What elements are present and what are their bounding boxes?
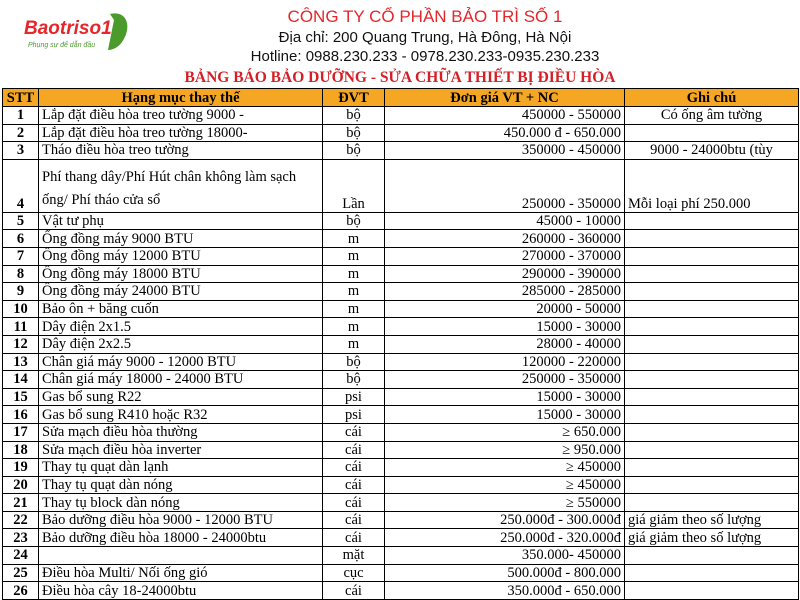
cell-unit: cái bbox=[323, 494, 385, 512]
cell-item: Bảo dưỡng điều hòa 9000 - 12000 BTU bbox=[39, 511, 323, 529]
cell-item: Dây điện 2x2.5 bbox=[39, 335, 323, 353]
cell-note bbox=[625, 124, 799, 142]
cell-stt: 26 bbox=[3, 582, 39, 600]
cell-item: Phí thang dây/Phí Hút chân không làm sạch ống/ Phí tháo cửa sổ bbox=[39, 159, 323, 212]
cell-item: Lắp đặt điều hòa treo tường 18000- bbox=[39, 124, 323, 142]
company-info bbox=[150, 6, 700, 66]
cell-price: ≥ 450000 bbox=[385, 476, 625, 494]
table-row bbox=[3, 564, 799, 582]
table-row bbox=[3, 124, 799, 142]
cell-unit: cái bbox=[323, 441, 385, 459]
cell-note bbox=[625, 247, 799, 265]
cell-price: 450000 - 550000 bbox=[385, 107, 625, 125]
cell-stt: 18 bbox=[3, 441, 39, 459]
cell-price: ≥ 650.000 bbox=[385, 423, 625, 441]
cell-unit: psi bbox=[323, 388, 385, 406]
cell-price: 250.000đ - 320.000đ bbox=[385, 529, 625, 547]
cell-price: 350000 - 450000 bbox=[385, 142, 625, 160]
cell-stt: 23 bbox=[3, 529, 39, 547]
cell-stt: 3 bbox=[3, 142, 39, 160]
col-header-stt: STT bbox=[3, 89, 39, 107]
cell-note bbox=[625, 283, 799, 301]
cell-item: Điều hòa cây 18-24000btu bbox=[39, 582, 323, 600]
col-header-note: Ghi chú bbox=[625, 89, 799, 107]
cell-note bbox=[625, 476, 799, 494]
table-row bbox=[3, 265, 799, 283]
cell-stt: 6 bbox=[3, 230, 39, 248]
table-row bbox=[3, 423, 799, 441]
table-row bbox=[3, 388, 799, 406]
cell-price: 350.000đ - 650.000 bbox=[385, 582, 625, 600]
cell-price: 290000 - 390000 bbox=[385, 265, 625, 283]
cell-item: Thay tụ block dàn nóng bbox=[39, 494, 323, 512]
cell-item: Bảo ôn + băng cuốn bbox=[39, 300, 323, 318]
cell-item: Ống đồng máy 18000 BTU bbox=[39, 265, 323, 283]
table-row bbox=[3, 371, 799, 389]
cell-price: 450.000 đ - 650.000 bbox=[385, 124, 625, 142]
cell-price: ≥ 550000 bbox=[385, 494, 625, 512]
cell-unit: cái bbox=[323, 423, 385, 441]
cell-note bbox=[625, 494, 799, 512]
cell-note bbox=[625, 582, 799, 600]
cell-stt: 4 bbox=[3, 159, 39, 212]
table-row bbox=[3, 335, 799, 353]
cell-price: 250000 - 350000 bbox=[385, 371, 625, 389]
cell-stt: 2 bbox=[3, 124, 39, 142]
cell-note bbox=[625, 212, 799, 230]
cell-item: Điều hòa Multi/ Nối ống gió bbox=[39, 564, 323, 582]
cell-unit: bộ bbox=[323, 371, 385, 389]
cell-item: Gas bổ sung R410 hoặc R32 bbox=[39, 406, 323, 424]
cell-unit: m bbox=[323, 335, 385, 353]
cell-unit: bộ bbox=[323, 124, 385, 142]
cell-unit: cái bbox=[323, 582, 385, 600]
table-row bbox=[3, 283, 799, 301]
logo-tagline: Phụng sự để dẫn đầu bbox=[28, 42, 96, 49]
cell-note bbox=[625, 564, 799, 582]
cell-stt: 15 bbox=[3, 388, 39, 406]
cell-item: Chân giá máy 9000 - 12000 BTU bbox=[39, 353, 323, 371]
table-row bbox=[3, 247, 799, 265]
col-header-unit: ĐVT bbox=[323, 89, 385, 107]
cell-price: 285000 - 285000 bbox=[385, 283, 625, 301]
cell-price: ≥ 950.000 bbox=[385, 441, 625, 459]
table-row bbox=[3, 353, 799, 371]
cell-note bbox=[625, 371, 799, 389]
cell-stt: 5 bbox=[3, 212, 39, 230]
cell-stt: 7 bbox=[3, 247, 39, 265]
cell-unit: bộ bbox=[323, 107, 385, 125]
col-header-price: Đơn giá VT + NC bbox=[385, 89, 625, 107]
cell-note bbox=[625, 335, 799, 353]
cell-stt: 25 bbox=[3, 564, 39, 582]
cell-stt: 1 bbox=[3, 107, 39, 125]
cell-item: Ống đồng máy 24000 BTU bbox=[39, 283, 323, 301]
table-row bbox=[3, 406, 799, 424]
cell-stt: 12 bbox=[3, 335, 39, 353]
cell-price: ≥ 450000 bbox=[385, 459, 625, 477]
cell-item: Bảo dưỡng điều hòa 18000 - 24000btu bbox=[39, 529, 323, 547]
cell-price: 350.000- 450000 bbox=[385, 547, 625, 565]
table-row bbox=[3, 459, 799, 477]
cell-stt: 11 bbox=[3, 318, 39, 336]
table-row bbox=[3, 547, 799, 565]
cell-unit: bộ bbox=[323, 142, 385, 160]
company-name: CÔNG TY CỔ PHẦN BẢO TRÌ SỐ 1 bbox=[287, 7, 563, 26]
cell-item: Thay tụ quạt dàn lạnh bbox=[39, 459, 323, 477]
cell-note bbox=[625, 547, 799, 565]
cell-unit: cái bbox=[323, 529, 385, 547]
cell-stt: 16 bbox=[3, 406, 39, 424]
table-row bbox=[3, 511, 799, 529]
cell-note: Mỗi loại phí 250.000 bbox=[625, 159, 799, 212]
cell-item: Chân giá máy 18000 - 24000 BTU bbox=[39, 371, 323, 389]
table-row bbox=[3, 476, 799, 494]
cell-note bbox=[625, 353, 799, 371]
cell-item: Ống đồng máy 9000 BTU bbox=[39, 230, 323, 248]
company-logo bbox=[24, 10, 132, 54]
logo-wordmark: Baotriso1 bbox=[24, 18, 112, 39]
cell-unit: m bbox=[323, 247, 385, 265]
cell-stt: 14 bbox=[3, 371, 39, 389]
cell-note: 9000 - 24000btu (tùy bbox=[625, 142, 799, 160]
cell-note bbox=[625, 230, 799, 248]
cell-price: 15000 - 30000 bbox=[385, 406, 625, 424]
cell-unit: cái bbox=[323, 476, 385, 494]
cell-unit: bộ bbox=[323, 212, 385, 230]
company-hotline: Hotline: 0988.230.233 - 0978.230.233-0935.230.233 bbox=[250, 48, 600, 65]
cell-price: 270000 - 370000 bbox=[385, 247, 625, 265]
cell-note: giá giảm theo số lượng bbox=[625, 529, 799, 547]
table-header-row bbox=[3, 89, 799, 107]
cell-unit: cái bbox=[323, 459, 385, 477]
cell-price: 45000 - 10000 bbox=[385, 212, 625, 230]
price-table bbox=[2, 88, 799, 600]
cell-note bbox=[625, 388, 799, 406]
cell-price: 15000 - 30000 bbox=[385, 388, 625, 406]
cell-price: 250000 - 350000 bbox=[385, 159, 625, 212]
table-body bbox=[3, 107, 799, 600]
table-row bbox=[3, 212, 799, 230]
cell-stt: 10 bbox=[3, 300, 39, 318]
cell-stt: 20 bbox=[3, 476, 39, 494]
cell-item: Tháo điều hòa treo tường bbox=[39, 142, 323, 160]
cell-note bbox=[625, 406, 799, 424]
cell-item: Vật tư phụ bbox=[39, 212, 323, 230]
table-row bbox=[3, 529, 799, 547]
cell-price: 15000 - 30000 bbox=[385, 318, 625, 336]
cell-price: 20000 - 50000 bbox=[385, 300, 625, 318]
cell-note bbox=[625, 459, 799, 477]
table-title: BẢNG BÁO BẢO DƯỠNG - SỬA CHỮA THIẾT BỊ ĐIỀU HÒA bbox=[184, 69, 616, 86]
table-row bbox=[3, 441, 799, 459]
cell-stt: 24 bbox=[3, 547, 39, 565]
cell-stt: 17 bbox=[3, 423, 39, 441]
cell-price: 500.000đ - 800.000 bbox=[385, 564, 625, 582]
table-row bbox=[3, 582, 799, 600]
cell-stt: 22 bbox=[3, 511, 39, 529]
cell-unit: bộ bbox=[323, 353, 385, 371]
logo-graphic bbox=[24, 10, 132, 54]
cell-price: 28000 - 40000 bbox=[385, 335, 625, 353]
table-row bbox=[3, 300, 799, 318]
table-row bbox=[3, 230, 799, 248]
cell-price: 260000 - 360000 bbox=[385, 230, 625, 248]
cell-unit: m bbox=[323, 318, 385, 336]
cell-stt: 9 bbox=[3, 283, 39, 301]
col-header-item: Hạng mục thay thế bbox=[39, 89, 323, 107]
cell-stt: 21 bbox=[3, 494, 39, 512]
cell-note bbox=[625, 441, 799, 459]
cell-item: Lắp đặt điều hòa treo tường 9000 - bbox=[39, 107, 323, 125]
company-address: Địa chỉ: 200 Quang Trung, Hà Đông, Hà Nội bbox=[278, 29, 572, 46]
cell-unit: m bbox=[323, 300, 385, 318]
cell-note bbox=[625, 300, 799, 318]
cell-unit: m bbox=[323, 265, 385, 283]
cell-note bbox=[625, 423, 799, 441]
table-row bbox=[3, 494, 799, 512]
cell-note bbox=[625, 318, 799, 336]
table-row bbox=[3, 159, 799, 212]
cell-item: Sửa mạch điều hòa inverter bbox=[39, 441, 323, 459]
cell-note: Có ống âm tường bbox=[625, 107, 799, 125]
cell-note: giá giảm theo số lượng bbox=[625, 511, 799, 529]
cell-stt: 13 bbox=[3, 353, 39, 371]
cell-note bbox=[625, 265, 799, 283]
cell-stt: 8 bbox=[3, 265, 39, 283]
cell-item: Gas bổ sung R22 bbox=[39, 388, 323, 406]
cell-item: Dây điện 2x1.5 bbox=[39, 318, 323, 336]
cell-price: 250.000đ - 300.000đ bbox=[385, 511, 625, 529]
cell-unit: Lần bbox=[323, 159, 385, 212]
cell-price: 120000 - 220000 bbox=[385, 353, 625, 371]
cell-unit: m bbox=[323, 283, 385, 301]
cell-item: Thay tụ quạt dàn nóng bbox=[39, 476, 323, 494]
table-row bbox=[3, 107, 799, 125]
table-row bbox=[3, 142, 799, 160]
cell-item: Ống đồng máy 12000 BTU bbox=[39, 247, 323, 265]
cell-stt: 19 bbox=[3, 459, 39, 477]
cell-unit: m bbox=[323, 230, 385, 248]
cell-item: Sửa mạch điều hòa thường bbox=[39, 423, 323, 441]
table-row bbox=[3, 318, 799, 336]
cell-unit: cái bbox=[323, 511, 385, 529]
cell-unit: cục bbox=[323, 564, 385, 582]
cell-unit: mặt bbox=[323, 547, 385, 565]
company-header bbox=[0, 0, 800, 68]
cell-item bbox=[39, 547, 323, 565]
cell-unit: psi bbox=[323, 406, 385, 424]
